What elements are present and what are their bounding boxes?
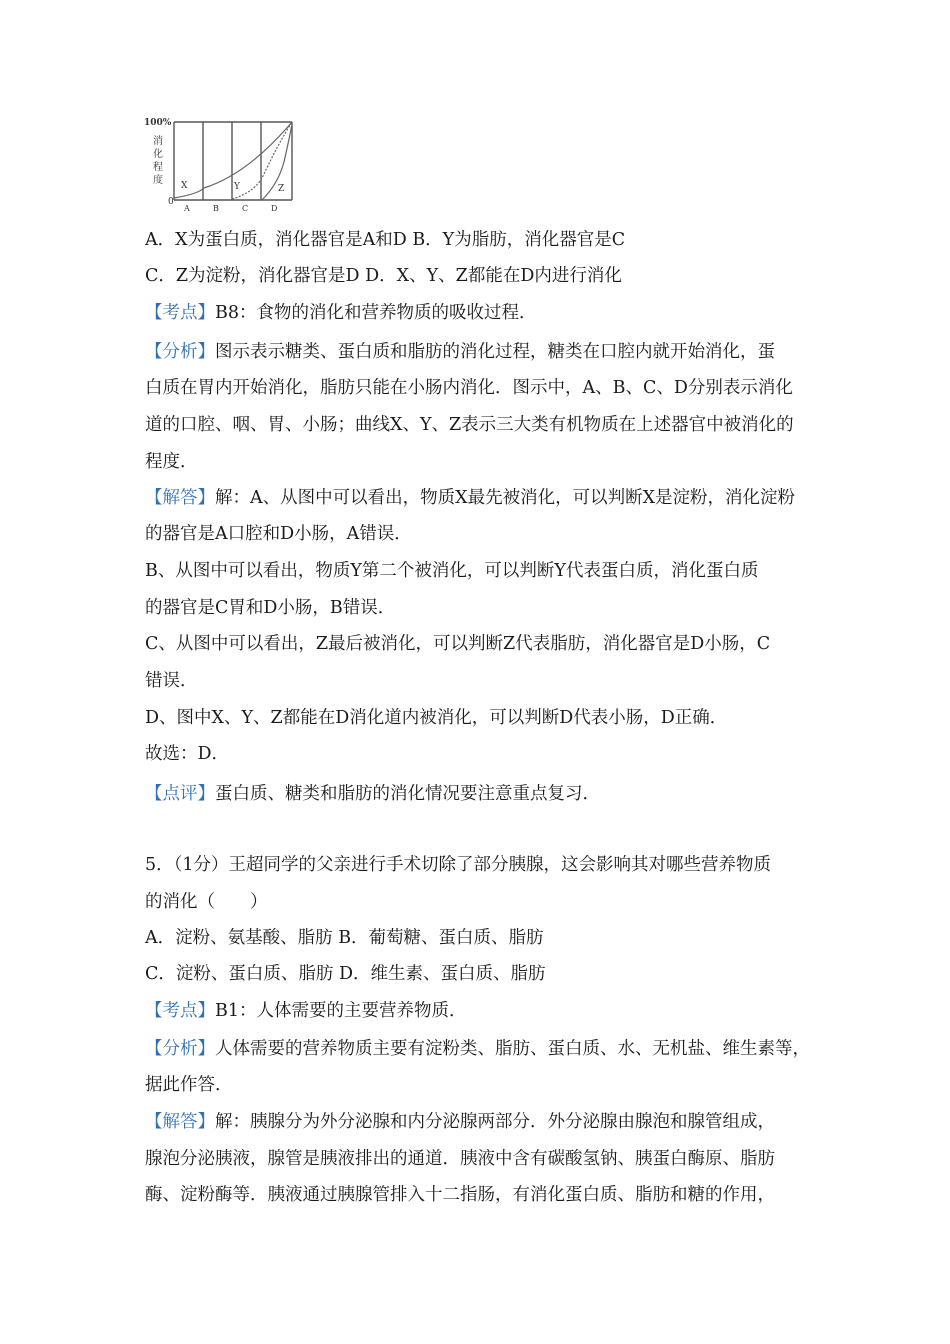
region-a-label: A — [184, 204, 190, 213]
q4-jieda-line-8: 故选：D． — [145, 744, 230, 764]
region-d-label: D — [271, 204, 278, 213]
q4-jieda-line-2: 的器官是A口腔和D小肠，A错误． — [145, 524, 412, 544]
q5-fenxi-line-2: 据此作答． — [145, 1075, 233, 1095]
q4-dianping — [145, 782, 825, 806]
jieda-text: 解：胰腺分为外分泌腺和内分泌腺两部分．外分泌腺由腺泡和腺管组成， — [215, 1112, 775, 1132]
q4-options-ab: A．X为蛋白质，消化器官是A和D B．Y为脂肪，消化器官是C — [145, 230, 626, 250]
q5-stem-line-2: 的消化（ ） — [145, 892, 268, 912]
q5-options-ab: A．淀粉、氨基酸、脂肪 B．葡萄糖、蛋白质、脂肪 — [145, 928, 544, 948]
curve-x-label: X — [181, 181, 188, 191]
kaodian-tag: 【考点】 — [145, 1001, 215, 1021]
q5-fenxi-line-1 — [145, 1037, 825, 1061]
q4-jieda-line-1 — [145, 486, 825, 510]
q5-options-cd: C．淀粉、蛋白质、脂肪 D．维生素、蛋白质、脂肪 — [145, 964, 546, 984]
curve-z — [262, 124, 292, 200]
curve-z-label: Z — [278, 184, 285, 194]
kaodian-text: B8：食物的消化和营养物质的吸收过程． — [215, 303, 537, 323]
dianping-tag: 【点评】 — [145, 784, 215, 804]
q4-kaodian — [145, 301, 825, 325]
q4-jieda-line-4: 的器官是C胃和D小肠，B错误． — [145, 598, 396, 618]
q4-jieda-line-7: D、图中X、Y、Z都能在D消化道内被消化，可以判断D代表小肠，D正确． — [145, 708, 728, 728]
q4-fenxi-line-1 — [145, 340, 825, 364]
jieda-tag: 【解答】 — [145, 488, 215, 508]
q5-kaodian — [145, 999, 825, 1023]
kaodian-text: B1：人体需要的主要营养物质． — [215, 1001, 467, 1021]
kaodian-tag: 【考点】 — [145, 303, 215, 323]
jieda-tag: 【解答】 — [145, 1112, 215, 1132]
origin-label: 0 — [168, 197, 174, 207]
dianping-text: 蛋白质、糖类和脂肪的消化情况要注意重点复习． — [215, 784, 600, 804]
q4-jieda-line-5: C、从图中可以看出，Z最后被消化，可以判断Z代表脂肪，消化器官是D小肠，C — [145, 634, 771, 654]
digestion-figure — [138, 114, 298, 214]
q5-stem-line-1: 5．（1分）王超同学的父亲进行手术切除了部分胰腺，这会影响其对哪些营养物质 — [145, 855, 772, 875]
jieda-text: 解：A、从图中可以看出，物质X最先被消化，可以判断X是淀粉，消化淀粉 — [215, 488, 796, 508]
q4-fenxi-line-2: 白质在胃内开始消化，脂肪只能在小肠内消化．图示中，A、B、C、D分别表示消化 — [145, 378, 793, 398]
fenxi-tag: 【分析】 — [145, 342, 215, 362]
curve-y-label: Y — [234, 182, 240, 192]
q4-fenxi-line-4: 程度． — [145, 452, 198, 472]
fenxi-text: 图示表示糖类、蛋白质和脂肪的消化过程，糖类在口腔内就开始消化，蛋 — [215, 342, 775, 362]
fenxi-tag: 【分析】 — [145, 1039, 215, 1059]
q5-jieda-line-3: 酶、淀粉酶等．胰液通过胰腺管排入十二指肠，有消化蛋白质、脂肪和糖的作用， — [145, 1185, 775, 1205]
q5-jieda-line-1 — [145, 1110, 825, 1134]
y-axis-label-3: 程 — [153, 162, 163, 173]
y-axis-label-4: 度 — [153, 175, 163, 186]
fenxi-text: 人体需要的营养物质主要有淀粉类、脂肪、蛋白质、水、无机盐、维生素等， — [215, 1039, 810, 1059]
q4-jieda-line-3: B、从图中可以看出，物质Y第二个被消化，可以判断Y代表蛋白质，消化蛋白质 — [145, 561, 759, 581]
curve-x — [174, 122, 292, 198]
y-axis-label-1: 消 — [153, 136, 163, 147]
q4-options-cd: C．Z为淀粉，消化器官是D D．X、Y、Z都能在D内进行消化 — [145, 266, 622, 286]
region-c-label: C — [242, 204, 249, 213]
q4-jieda-line-6: 错误． — [145, 671, 198, 691]
q4-fenxi-line-3: 道的口腔、咽、胃、小肠；曲线X、Y、Z表示三大类有机物质在上述器官中被消化的 — [145, 415, 794, 435]
y-axis-label-2: 化 — [153, 149, 163, 160]
region-b-label: B — [213, 204, 219, 213]
y-axis-top-label: 100% — [144, 118, 172, 128]
q5-jieda-line-2: 腺泡分泌胰液，腺管是胰液排出的通道．胰液中含有碳酸氢钠、胰蛋白酶原、脂肪 — [145, 1149, 775, 1169]
